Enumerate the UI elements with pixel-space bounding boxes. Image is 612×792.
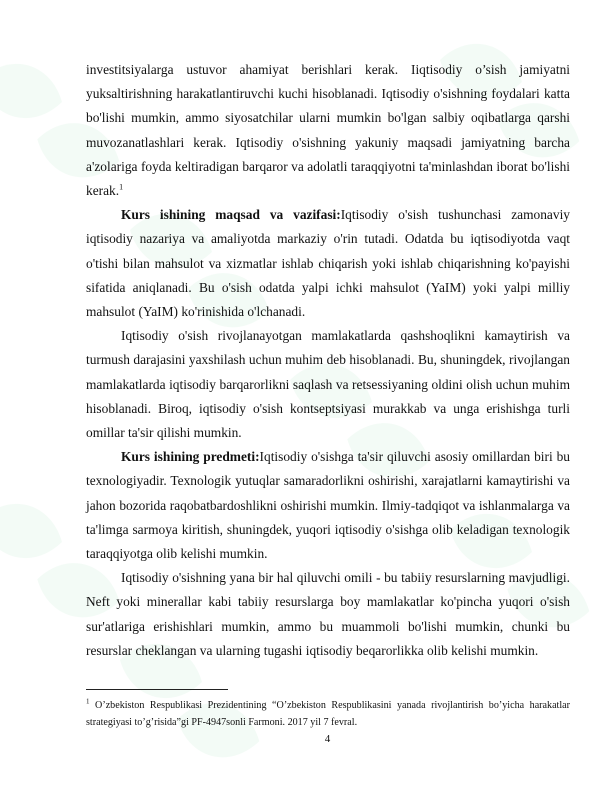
paragraph-5-text: Iqtisodiy o'sishning yana bir hal qiluvchi omili - bu tabiiy resurslarning mavjudligi. Neft yoki minerallar kabi tabiiy resurslarga boy mamlakatlar ko'pincha yuqori o'sish sur'atlariga erishishlari mumkin, ammo bu muammoli bo'lishi mumkin, chunki bu resurslar cheklangan va ularning tugashi iqtisodiy beqarorlikka olib kelishi mumkin. [86,570,570,658]
paragraph-3-text: Iqtisodiy o'sish rivojlanayotgan mamlakatlarda qashshoqlikni kamaytirish va turmush darajasini yaxshilash uchun muhim deb hisoblanadi. Bu, shuningdek, rivojlangan mamlakatlarda iqtisodiy barqarorlikni saqlash va retsessiyaning oldini olish uchun muhim hisoblanadi. Biroq, iqtisodiy o'sish kontseptsiyasi murakkab va unga erishishga turli omillar ta'sir qilishi mumkin. [86,328,570,441]
paragraph-5 [86,566,570,663]
paragraph-2 [86,203,570,324]
paragraph-4 [86,445,570,566]
footnote-marker: 1 [86,697,90,706]
footnote-text: O’zbekiston Respublikasi Prezidentining “O’zbekiston Respublikasini yanada rivojlantirish bo’yicha harakatlar strategiyasi to’g’risida”gi PF-4947sonli Farmoni. 2017 yil 7 fevral. [86,700,570,728]
paragraph-4-heading: Kurs ishining predmeti: [121,449,260,465]
body-text [86,58,570,663]
paragraph-1-text: investitsiyalarga ustuvor ahamiyat berishlari kerak. Iiqtisodiy o’sish jamiyatni yuksaltirishning harakatlantiruvchi kuchi hisoblanadi. Iqtisodiy o'sishning foydalari katta bo'lishi mumkin, ammo siyosatchilar ularni mumkin bo'lgan salbiy oqibatlarga qarshi muvozanatlashlari kerak. Iqtisodiy o'sishning yakuniy maqsadi jamiyatning barcha a'zolariga foyda keltiradigan barqaror va adolatli taraqqiyotni ta'minlashdan iborat bo'lishi kerak. [86,62,570,199]
paragraph-2-heading: Kurs ishining maqsad va vazifasi: [121,207,341,223]
paragraph-3 [86,324,570,445]
footnote-reference[interactable]: 1 [119,182,124,192]
footnote-separator [86,689,228,690]
paragraph-1 [86,58,570,203]
footnote [86,697,570,731]
page-number: 4 [324,733,331,745]
paragraph-4-text: Iqtisodiy o'sishga ta'sir qiluvchi asosiy omillardan biri bu texnologiyadir. Texnologik yutuqlar samaradorlikni oshirishi, xarajatlarni kamaytirishi va jahon bozorida raqobatbardoshlikni oshirishi mumkin. Ilmiy-tadqiqot va ishlanmalarga va ta'limga sarmoya kiritish, shuningdek, yuqori iqtisodiy o'sishga olib keladigan texnologik taraqqiyotga olib kelishi mumkin. [86,449,570,562]
paragraph-2-text: Iqtisodiy o'sish tushunchasi zamonaviy iqtisodiy nazariya va amaliyotda markaziy o'rin tutadi. Odatda bu iqtisodiyotda vaqt o'tishi bilan mahsulot va xizmatlar ishlab chiqarish yoki ishlab chiqarishning ko'payishi sifatida aniqlanadi. Bu o'sish odatda yalpi ichki mahsulot (YaIM) yoki yalpi milliy mahsulot (YaIM) ko'rinishida o'lchanadi. [86,207,570,320]
